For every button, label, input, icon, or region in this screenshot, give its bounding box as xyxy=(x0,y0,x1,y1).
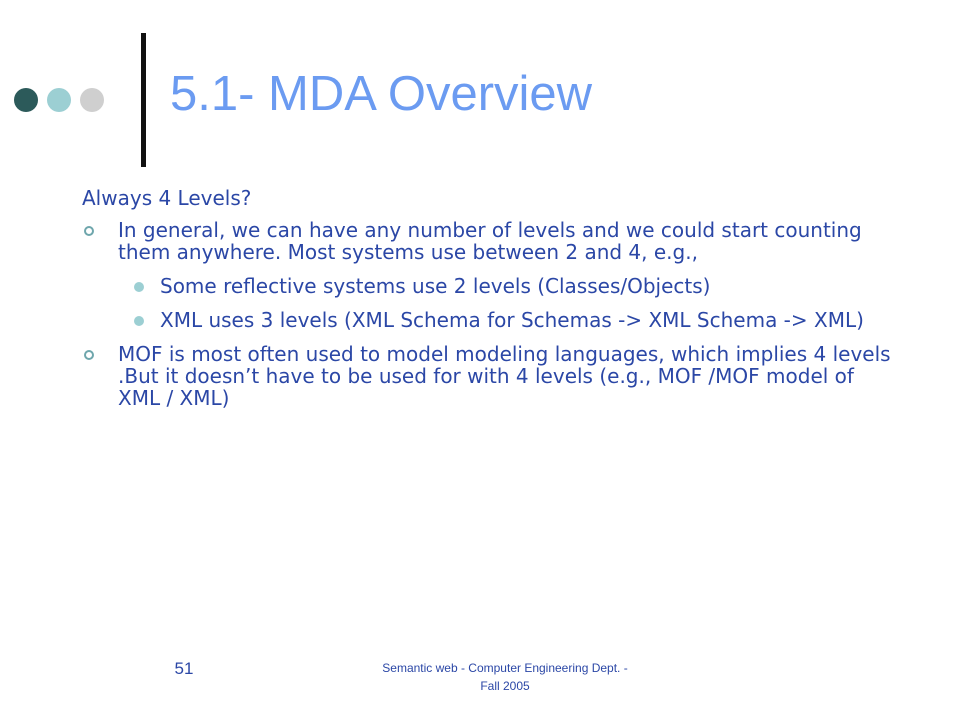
gray-dot xyxy=(80,88,104,112)
dark-teal-dot xyxy=(14,88,38,112)
ring-bullet-icon xyxy=(84,350,94,360)
sub-bullet-text: Some reflective systems use 2 levels (Classes/Objects) xyxy=(160,274,711,298)
slide-title: 5.1- MDA Overview xyxy=(170,67,593,121)
decorative-dots xyxy=(14,88,104,112)
sub-bullet-item xyxy=(82,309,892,331)
bullet-text: MOF is most often used to model modeling languages, which implies 4 levels .But it doesn’t have to be used for with 4 levels (e.g., MOF /MOF model of XML / XML) xyxy=(118,342,891,410)
bullet-item xyxy=(82,219,892,263)
sub-bullet-item xyxy=(82,275,892,297)
bullet-text: In general, we can have any number of levels and we could start counting them anywhere. Most systems use between 2 and 4, e.g., xyxy=(118,218,862,264)
intro-heading: Always 4 Levels? xyxy=(82,186,252,210)
dot-bullet-icon xyxy=(134,282,144,292)
footer-line: Semantic web - Computer Engineering Dept. - xyxy=(382,661,628,675)
light-teal-dot xyxy=(47,88,71,112)
slide-number: 51 xyxy=(174,659,194,678)
slide-body xyxy=(82,185,892,421)
title-divider-bar xyxy=(141,33,146,167)
footer-text xyxy=(352,659,658,695)
dot-bullet-icon xyxy=(134,316,144,326)
bullet-item xyxy=(82,343,892,409)
footer-line: Fall 2005 xyxy=(480,679,530,693)
sub-bullet-text: XML uses 3 levels (XML Schema for Schemas -> XML Schema -> XML) xyxy=(160,308,864,332)
ring-bullet-icon xyxy=(84,226,94,236)
